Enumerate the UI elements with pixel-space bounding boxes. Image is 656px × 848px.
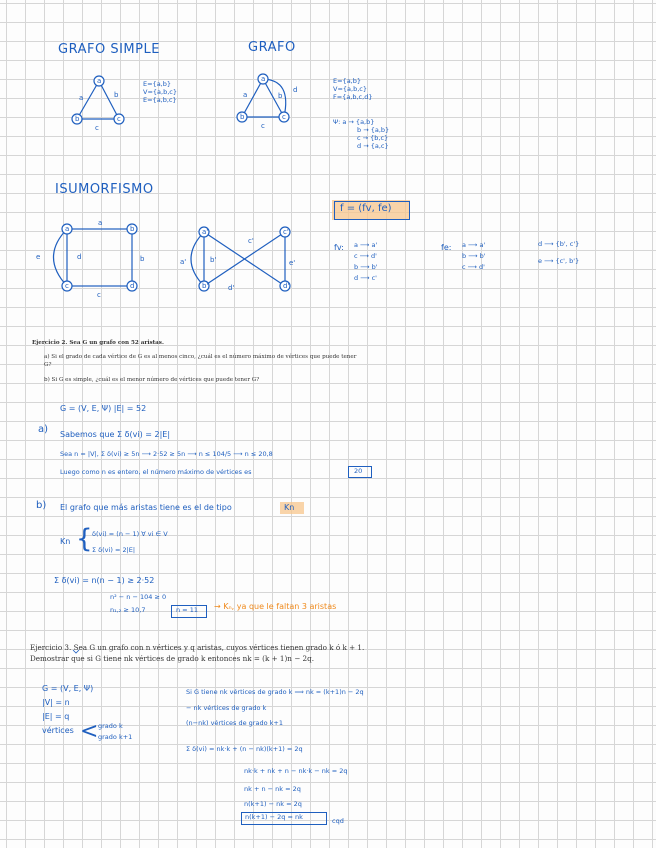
- svg-text:a: a: [79, 94, 84, 102]
- fe-map-right: d ⟶ {b', c'} e ⟶ {c', b'}: [538, 240, 580, 265]
- brace-icon: <: [80, 719, 99, 744]
- sol2-b1: El grafo que más aristas tiene es el de tipo: [60, 503, 232, 512]
- fe-to: a': [479, 241, 486, 249]
- svg-text:d: d: [293, 86, 298, 94]
- sol2-kn-highlight: Kn: [284, 503, 295, 512]
- fv-to: b': [371, 263, 378, 271]
- sol3-r6: nk + n − nk = 2q: [244, 785, 301, 793]
- svg-text:c: c: [95, 124, 99, 132]
- fe-from: b: [462, 252, 467, 260]
- phi-line-3: c → {b,c}: [357, 134, 389, 142]
- svg-text:a': a': [180, 258, 187, 266]
- sol3-brace-k: grado k: [98, 722, 123, 730]
- fv-to: a': [371, 241, 378, 249]
- svg-text:b: b: [278, 92, 283, 100]
- fe-from: a: [462, 241, 466, 249]
- fe-map: a ⟶ a' b ⟶ b' c ⟶ d': [462, 241, 486, 271]
- phi-line-4: d → {a,c}: [357, 142, 389, 150]
- title-grafo-simple: GRAFO SIMPLE: [58, 42, 160, 57]
- fv-from: c: [354, 252, 358, 260]
- exercise2-b: b) Si G es simple, ¿cuál es el menor número de vértices que puede tener G?: [44, 377, 260, 383]
- sol3-r4: Σ δ(vi) = nk·k + (n − nk)(k+1) = 2q: [186, 745, 303, 753]
- sol2-kn-label: Kn: [60, 537, 71, 546]
- svg-text:c: c: [117, 115, 121, 123]
- sol2-a-label: a): [38, 424, 49, 435]
- fv-map: a ⟶ a' c ⟶ d' b ⟶ b' d ⟶ c': [354, 241, 378, 282]
- svg-text:b: b: [75, 115, 80, 123]
- fe-to: {c', b'}: [555, 257, 580, 265]
- svg-text:d: d: [130, 282, 135, 290]
- svg-text:b': b': [210, 256, 217, 264]
- phi-line-1: Ψ: a → {a,b}: [333, 118, 375, 126]
- sol2-a2: Sea n = |V|, Σ δ(vi) ≥ 5n ⟶ 2·52 ≥ 5n ⟶ n ≤ 104/5 ⟶ n ≤ 20,8: [60, 450, 273, 458]
- svg-text:a': a': [202, 228, 209, 236]
- fe-from: c: [462, 263, 466, 271]
- svg-text:a: a: [243, 91, 248, 99]
- phi-line-2: b → {a,b}: [357, 126, 390, 134]
- fv-from: d: [354, 274, 359, 282]
- fv-from: a: [354, 241, 358, 249]
- sol3-r8: n(k+1) − 2q = nk: [245, 813, 303, 821]
- sol2-line1: G = (V, E, Ψ) |E| = 52: [60, 404, 147, 413]
- fe-from: e: [538, 257, 542, 265]
- fe-label: fe:: [441, 243, 452, 252]
- sol2-orange-note: → Kₙ, ya que le faltan 3 aristas: [214, 602, 337, 611]
- svg-text:c: c: [65, 282, 69, 290]
- sol2-a3-answer: 20: [354, 467, 363, 475]
- grafo-set-f: F={a,b,c,d}: [333, 93, 373, 101]
- exercise3-line1: Ejercicio 3. Sea G un grafo con n vértices y q aristas, cuyos vértices tienen grado k ó k + 1.: [30, 643, 365, 652]
- sol3-r5: nk·k + nk + n − nk·k − nk = 2q: [244, 767, 348, 775]
- svg-text:a: a: [97, 77, 102, 85]
- sol2-a1: Sabemos que Σ δ(vi) = 2|E|: [60, 430, 171, 439]
- svg-text:c': c': [248, 237, 254, 245]
- fe-to: {b', c'}: [555, 240, 580, 248]
- svg-text:b': b': [202, 282, 209, 290]
- svg-text:d': d': [228, 284, 235, 292]
- sol2-ineq2: n₁,₂ ≥ 10,7: [110, 606, 146, 614]
- sol3-left-1: G = (V, E, Ψ): [42, 684, 94, 693]
- fv-to: c': [371, 274, 377, 282]
- svg-text:b: b: [114, 91, 119, 99]
- sol3-left-3: |E| = q: [42, 712, 70, 721]
- svg-text:d': d': [283, 282, 290, 290]
- simple-set-e2: E={a,b,c}: [143, 96, 177, 104]
- svg-text:c: c: [97, 291, 101, 299]
- iso-function-label: f = (fv, fe): [340, 203, 392, 214]
- svg-text:e: e: [36, 253, 41, 261]
- fv-from: b: [354, 263, 359, 271]
- svg-text:c: c: [282, 113, 286, 121]
- svg-text:e': e': [289, 259, 296, 267]
- sol3-r7: n(k+1) − nk = 2q: [244, 800, 302, 808]
- exercise2-heading: Ejercicio 2. Sea G un grafo con 52 aristas.: [32, 340, 164, 346]
- sol2-ineq1: n² − n − 104 ≥ 0: [110, 593, 167, 601]
- exercise3-line2: Demostrar que si G tiene nk vértices de grado k entonces nk = (k + 1)n − 2q.: [30, 654, 314, 663]
- sol3-left-2: |V| = n: [42, 698, 70, 707]
- title-grafo: GRAFO: [248, 40, 296, 55]
- grafo-set-e: E={a,b}: [333, 77, 361, 85]
- sol3-r2: − nk vértices de grado k: [186, 704, 267, 712]
- svg-text:d: d: [77, 253, 82, 261]
- sol2-a3: Luego como n es entero, el número máximo de vértices es: [60, 468, 252, 476]
- sol3-brace-k1: grado k+1: [98, 733, 133, 741]
- sol2-box-answer: n = 11: [176, 606, 198, 614]
- sol3-r3: (n−nk) vértices de grado k+1: [186, 719, 283, 727]
- sol2-sum: Σ δ(vi) = n(n − 1) ≥ 2·52: [54, 576, 155, 585]
- simple-set-v: V={a,b,c}: [143, 88, 177, 96]
- brace-icon: {: [76, 524, 93, 554]
- exercise2-a: a) Si el grado de cada vértice de G es al menos cinco, ¿cuál es el número máximo de vértices que puede tener G?: [44, 354, 357, 368]
- fe-to: d': [479, 263, 485, 271]
- sol2-b-label: b): [36, 500, 47, 511]
- svg-text:b: b: [240, 113, 245, 121]
- fv-to: d': [371, 252, 377, 260]
- svg-text:c': c': [283, 228, 289, 236]
- svg-text:b: b: [140, 255, 145, 263]
- grafo-set-v: V={a,b,c}: [333, 85, 367, 93]
- svg-text:b: b: [130, 225, 135, 233]
- svg-text:a: a: [98, 219, 103, 227]
- svg-text:a: a: [261, 75, 266, 83]
- sol3-r1: Si G tiene nk vértices de grado k ⟹ nk = (k+1)n − 2q: [186, 688, 364, 696]
- svg-text:c: c: [261, 122, 265, 130]
- title-isomorfismo: ISUMORFISMO: [55, 182, 154, 197]
- sol3-left-4: vértices: [42, 726, 74, 735]
- sol2-kn2: Σ δ(vi) = 2|E|: [92, 546, 136, 554]
- simple-set-e: E={a,b}: [143, 80, 171, 88]
- fe-to: b': [479, 252, 486, 260]
- fe-from: d: [538, 240, 543, 248]
- sol2-kn1: δ(vi) = (n − 1) ∀ vi ∈ V: [92, 530, 168, 538]
- svg-text:a: a: [65, 225, 70, 233]
- fv-label: fv:: [334, 243, 344, 252]
- sol3-cqd: cqd: [332, 817, 344, 825]
